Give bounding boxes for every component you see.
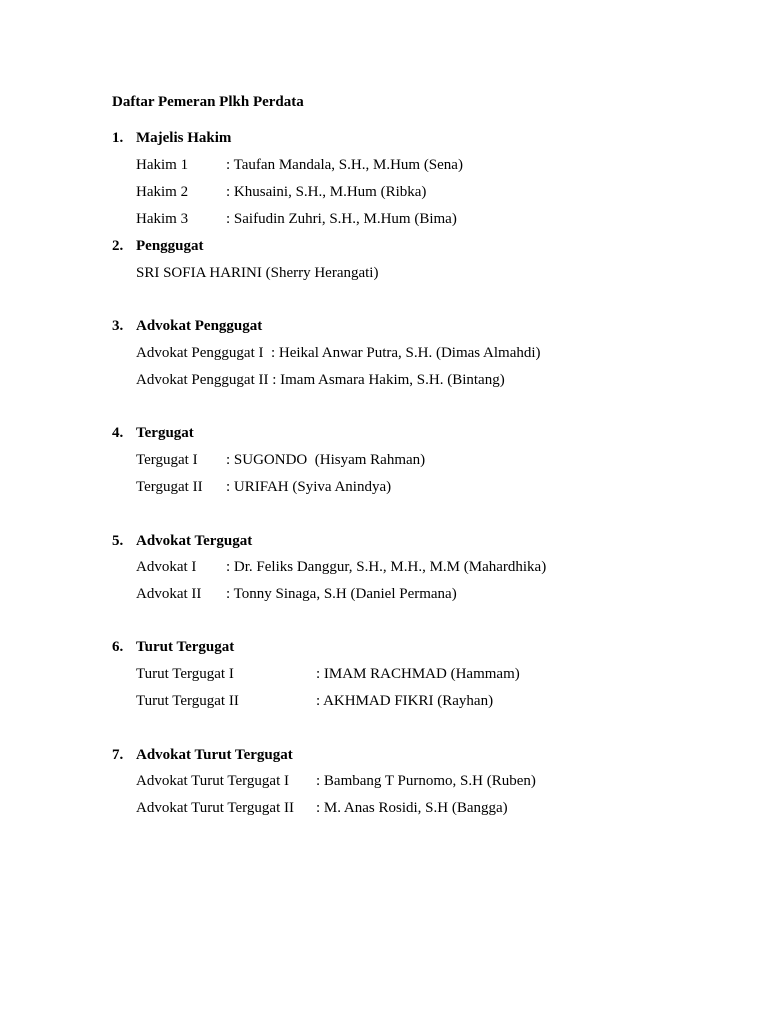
entry-value: : Khusaini, S.H., M.Hum (Ribka) [226, 184, 427, 200]
entry-value: : URIFAH (Syiva Anindya) [226, 479, 392, 495]
section-heading: Majelis Hakim [136, 130, 232, 146]
entry-value: : Saifudin Zuhri, S.H., M.Hum (Bima) [226, 211, 457, 227]
entry-text: Advokat Penggugat I : Heikal Anwar Putra, S.H. (Dimas Almahdi) [136, 345, 541, 361]
entry-label: Advokat Turut Tergugat I [136, 773, 289, 789]
entry-value: : Taufan Mandala, S.H., M.Hum (Sena) [226, 157, 463, 173]
entry-label: Tergugat II [136, 479, 203, 495]
section-heading: Advokat Turut Tergugat [136, 747, 293, 763]
section-heading: Tergugat [136, 425, 194, 441]
section-number: 5. [112, 533, 124, 549]
entry-text: SRI SOFIA HARINI (Sherry Herangati) [136, 265, 379, 281]
section-number: 1. [112, 130, 124, 146]
entry-text: Advokat Penggugat II : Imam Asmara Hakim, S.H. (Bintang) [136, 372, 505, 388]
entry-value: : Dr. Feliks Danggur, S.H., M.H., M.M (Mahardhika) [226, 559, 547, 575]
section-number: 2. [112, 238, 124, 254]
section-number: 3. [112, 318, 124, 334]
section-heading: Advokat Tergugat [136, 533, 253, 549]
entry-value: : AKHMAD FIKRI (Rayhan) [316, 693, 494, 709]
entry-label: Turut Tergugat I [136, 666, 234, 682]
section-number: 7. [112, 747, 124, 763]
entry-label: Advokat II [136, 586, 202, 602]
entry-label: Tergugat I [136, 452, 198, 468]
entry-label: Hakim 3 [136, 211, 189, 227]
section-heading: Penggugat [136, 238, 204, 254]
section-number: 6. [112, 639, 124, 655]
entry-label: Hakim 1 [136, 157, 189, 173]
entry-value: : Bambang T Purnomo, S.H (Ruben) [316, 773, 536, 789]
entry-value: : M. Anas Rosidi, S.H (Bangga) [316, 800, 508, 816]
entry-value: : Tonny Sinaga, S.H (Daniel Permana) [226, 586, 457, 602]
entry-label: Advokat I [136, 559, 197, 575]
section-heading: Advokat Penggugat [136, 318, 263, 334]
document-title: Daftar Pemeran Plkh Perdata [112, 94, 304, 110]
section-heading: Turut Tergugat [136, 639, 235, 655]
entry-label: Turut Tergugat II [136, 693, 239, 709]
entry-label: Advokat Turut Tergugat II [136, 800, 294, 816]
entry-label: Hakim 2 [136, 184, 189, 200]
section-number: 4. [112, 425, 124, 441]
entry-value: : IMAM RACHMAD (Hammam) [316, 666, 520, 682]
entry-value: : SUGONDO (Hisyam Rahman) [226, 452, 426, 468]
